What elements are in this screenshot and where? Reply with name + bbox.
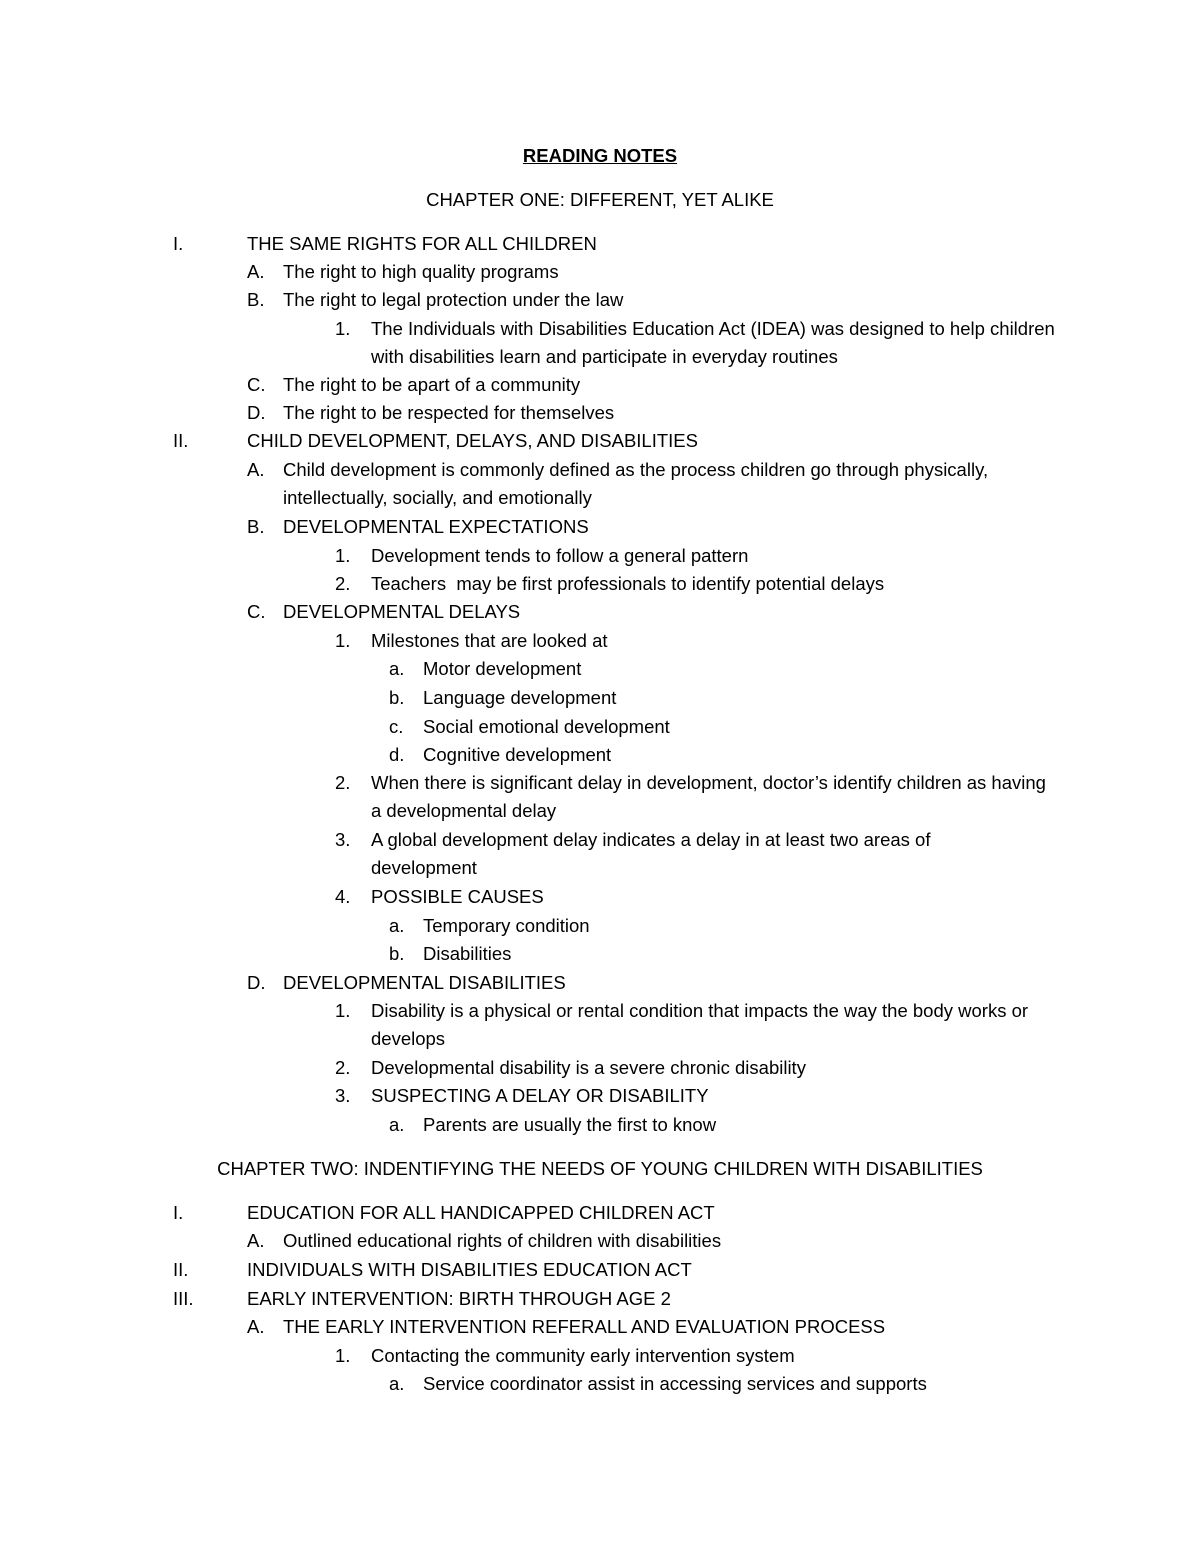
chapter-one-heading: CHAPTER ONE: DIFFERENT, YET ALIKE: [426, 189, 774, 210]
document-title: READING NOTES: [522, 145, 678, 166]
chapter-two-heading: CHAPTER TWO: INDENTIFYING THE NEEDS OF YOUNG CHILDREN WITH DISABILITIES: [217, 1158, 983, 1179]
document-page: READING NOTES CHAPTER ONE: DIFFERENT, YET ALIKE I. THE SAME RIGHTS FOR ALL CHILDREN A. The right to high quality programs B. The right to legal protection under the law 1. The Individuals with Disabilities Education Act (IDEA) was designed to help children with disabilities learn and participate in everyday routines C. The right to be apart of a community D. The right to be respected for themselves II. CHILD DEVELOPMENT, DELAYS, AND DISABILITIES A. Child development is commonly defined as the process children go through physically, intellectually, socially, and emotionally B. DEVELOPMENTAL EXPECTATIONS 1. Development tends to follow a general pattern 2. Teachers may be first professionals to identify potential delays C. DEVELOPMENTAL DELAYS 1. Milestones that are looked at a. Motor development b. Language development c. Social emotional development d. Cognitive development 2. When there is significant delay in development, doctor’s identify children as having a developmental delay 3. A global development delay indicates a delay in at least two areas of development 4. POSSIBLE CAUSES a. Temporary condition b. Disabilities D. DEVELOPMENTAL DISABILITIES 1. Disability is a physical or rental condition that impacts the way the body works or develops 2. Developmental disability is a severe chronic disability 3. SUSPECTING A DELAY OR DISABILITY a. Parents are usually the first to know CHAPTER TWO: INDENTIFYING THE NEEDS OF YOUNG CHILDREN WITH DISABILITIES I. EDUCATION FOR ALL HANDICAPPED CHILDREN ACT A. Outlined educational rights of children with disabilities II. INDIVIDUALS WITH DISABILITIES EDUCATION ACT III. EARLY INTERVENTION: BIRTH THROUGH AGE 2 A. THE EARLY INTERVENTION REFERALL AND EVALUATION PROCESS 1. Contacting the community early intervention system a. Service coordinator assist in accessing services and supports: [0, 0, 1200, 1553]
